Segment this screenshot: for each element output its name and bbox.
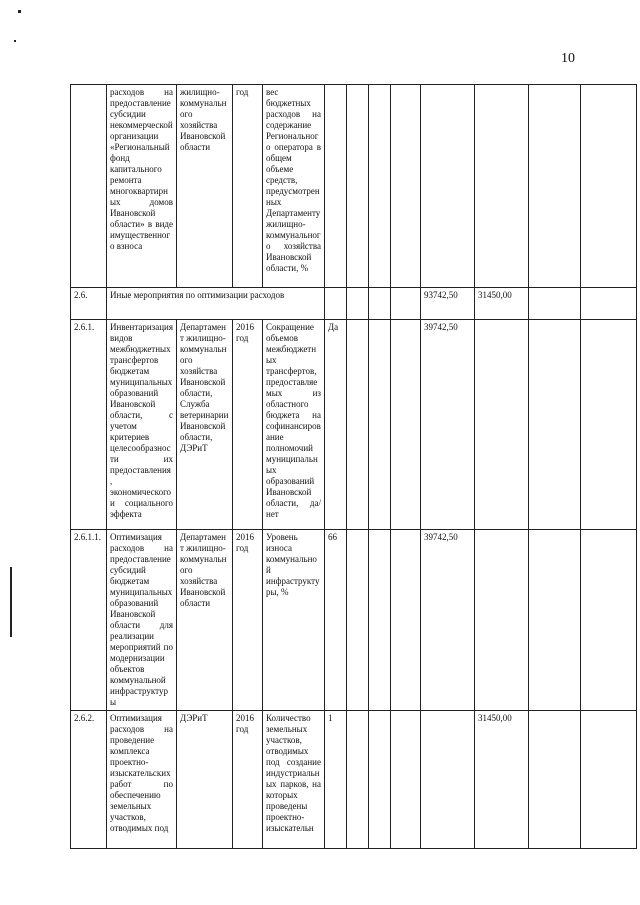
- page-number: 10: [561, 51, 575, 66]
- executor: жилищно-коммунального хозяйства Ивановской области: [177, 85, 233, 288]
- cell: [391, 320, 421, 530]
- indicator-value: Да: [325, 320, 347, 530]
- amount-2017: [475, 530, 529, 711]
- scan-speck: [18, 10, 21, 13]
- table-row: [71, 85, 637, 288]
- deadline: 2016 год: [233, 711, 263, 849]
- amount-2016: [421, 85, 475, 288]
- cell: [369, 85, 391, 288]
- executor: Департамент жилищно-коммунального хозяйства Ивановской области: [177, 530, 233, 711]
- deadline: 2016 год: [233, 320, 263, 530]
- amount-2017: 31450,00: [475, 288, 529, 320]
- measure-name: Инвентаризация видов межбюджетных трансфертов бюджетам муниципальных образований Ивановской области, с учетом критериев целесообразности их предоставления, экономического и социального эффекта: [107, 320, 177, 530]
- row-number: 2.6.2.: [71, 711, 107, 849]
- amount-2016: [421, 711, 475, 849]
- measure-name: Оптимизация расходов на проведение комплекса проектно-изыскательских работ по обеспечению земельных участков, отводимых под: [107, 711, 177, 849]
- row-number: 2.6.1.: [71, 320, 107, 530]
- measure-name: расходов на предоставление субсидии некоммерческой организации «Региональный фонд капитального ремонта многоквартирных домов Ивановской области» в виде имущественного взноса: [107, 85, 177, 288]
- cell: [347, 530, 369, 711]
- cell: [529, 530, 581, 711]
- cell: [369, 320, 391, 530]
- section-title: Иные мероприятия по оптимизации расходов: [107, 288, 325, 320]
- scan-margin-line: [10, 567, 12, 637]
- cell: [581, 530, 637, 711]
- cell: [369, 711, 391, 849]
- row-number: 2.6.1.1.: [71, 530, 107, 711]
- cell: [347, 85, 369, 288]
- cell: [391, 85, 421, 288]
- row-number: 2.6.: [71, 288, 107, 320]
- cell: [369, 288, 391, 320]
- cell: [347, 288, 369, 320]
- table-row: [71, 530, 637, 711]
- indicator-value: 1: [325, 711, 347, 849]
- indicator-value: 66: [325, 530, 347, 711]
- indicator: вес бюджетных расходов на содержание Регионального оператора в общем объеме средств, предусмотренных Департаменту жилищно-коммунального хозяйства Ивановской области, %: [263, 85, 325, 288]
- cell: [529, 85, 581, 288]
- indicator: Количество земельных участков, отводимых под создание индустриальных парков, на которых проведены проектно-изыскательн: [263, 711, 325, 849]
- cell: [529, 288, 581, 320]
- cell: [347, 320, 369, 530]
- amount-2017: 31450,00: [475, 711, 529, 849]
- cell: [325, 288, 347, 320]
- amount-2016: 39742,50: [421, 320, 475, 530]
- cell: [529, 320, 581, 530]
- amount-2016: 39742,50: [421, 530, 475, 711]
- executor: Департамент жилищно-коммунального хозяйства Ивановской области, Служба ветеринарии Ивановской области, ДЭРиТ: [177, 320, 233, 530]
- cell: [391, 530, 421, 711]
- cell: [581, 85, 637, 288]
- amount-2016: 93742,50: [421, 288, 475, 320]
- amount-2017: [475, 85, 529, 288]
- indicator-value: [325, 85, 347, 288]
- cell: [347, 711, 369, 849]
- cell: [391, 711, 421, 849]
- table-row: [71, 711, 637, 849]
- row-number: [71, 85, 107, 288]
- cell: [581, 711, 637, 849]
- cell: [391, 288, 421, 320]
- table-row: [71, 320, 637, 530]
- cell: [529, 711, 581, 849]
- scan-speck: [14, 40, 16, 42]
- cell: [581, 288, 637, 320]
- amount-2017: [475, 320, 529, 530]
- cell: [369, 530, 391, 711]
- indicator: Уровень износа коммунальной инфраструктуры, %: [263, 530, 325, 711]
- cell: [581, 320, 637, 530]
- measures-table: [70, 84, 637, 849]
- table-row: [71, 288, 637, 320]
- deadline: год: [233, 85, 263, 288]
- executor: ДЭРиТ: [177, 711, 233, 849]
- indicator: Сокращение объемов межбюджетных трансфертов, предоставляемых из областного бюджета на софинансирование полномочий муниципальных образований Ивановской области, да/нет: [263, 320, 325, 530]
- measure-name: Оптимизация расходов на предоставление субсидий бюджетам муниципальных образований Ивановской области для реализации мероприятий по модернизации объектов коммунальной инфраструктуры: [107, 530, 177, 711]
- deadline: 2016 год: [233, 530, 263, 711]
